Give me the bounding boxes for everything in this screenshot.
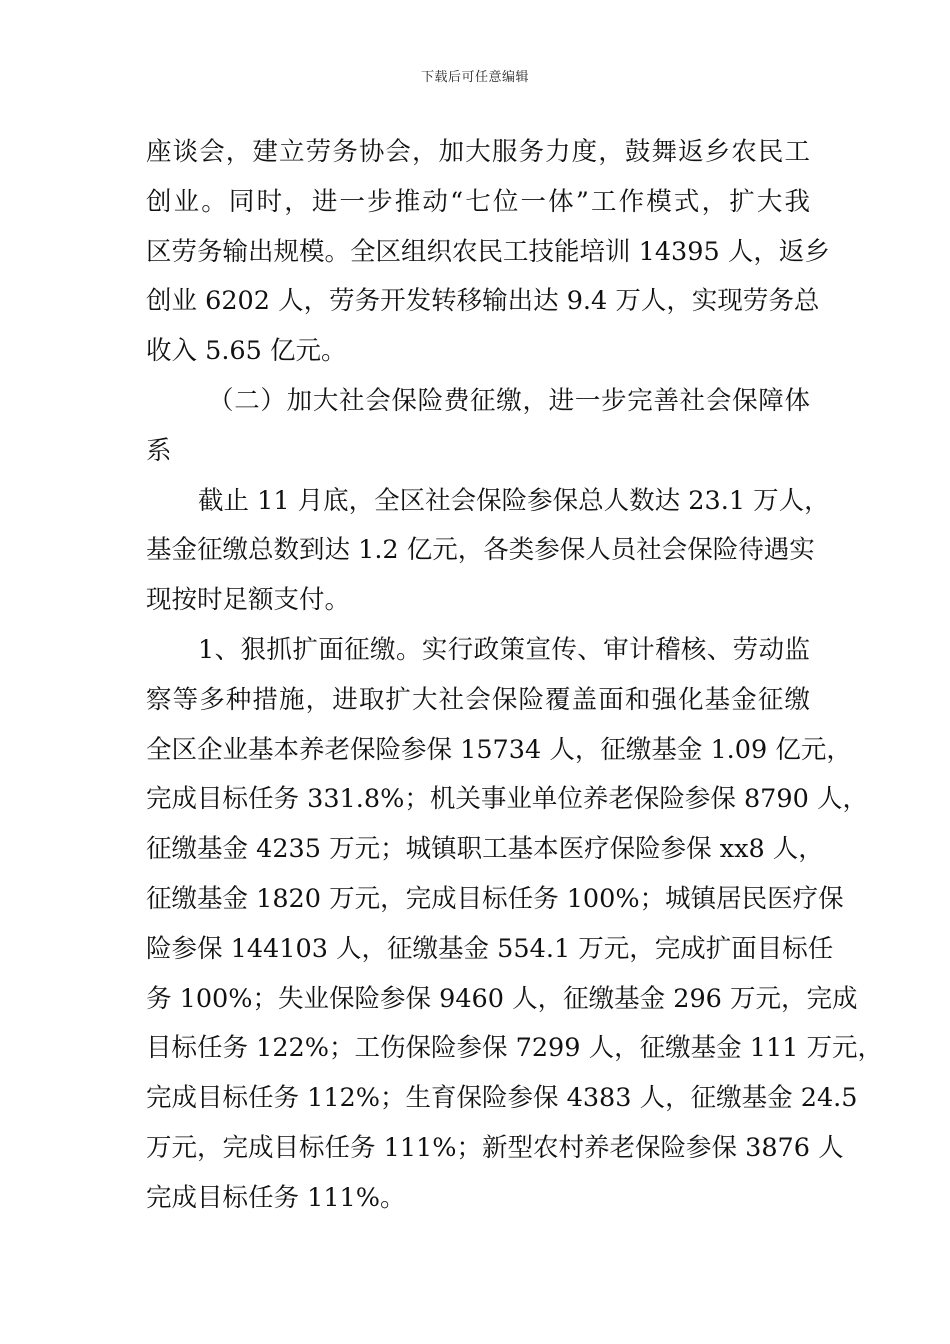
text-line: 1、狠抓扩面征缴。实行政策宣传、审计稽核、劳动监 — [198, 634, 810, 665]
text-line: 截止 11 月底，全区社会保险参保总人数达 23.1 万人， — [198, 485, 830, 516]
heading-line: 系 — [146, 435, 172, 466]
text-line: 区劳务输出规模。全区组织农民工技能培训 14395 人，返乡 — [146, 236, 830, 267]
paragraph-labor-export — [146, 128, 830, 377]
section-heading — [146, 377, 810, 477]
text-line: 目标任务 122%；工伤保险参保 7299 人，征缴基金 111 万元， — [146, 1033, 883, 1064]
text-line: 创业。同时，进一步推动“七位一体”工作模式，扩大我 — [146, 186, 810, 217]
text-line: 创业 6202 人，劳务开发转移输出达 9.4 万人，实现劳务总 — [146, 286, 820, 317]
paragraph-expansion-collection — [146, 626, 883, 1224]
text-line: 全区企业基本养老保险参保 15734 人，征缴基金 1.09 亿元， — [146, 734, 852, 765]
paragraph-insurance-summary — [146, 477, 830, 626]
text-line: 收入 5.65 亿元。 — [146, 336, 347, 367]
text-line: 征缴基金 1820 万元，完成目标任务 100%；城镇居民医疗保 — [146, 883, 844, 914]
document-body — [146, 128, 883, 1224]
text-line: 完成目标任务 331.8%；机关事业单位养老保险参保 8790 人， — [146, 784, 868, 815]
text-line: 座谈会，建立劳务协会，加大服务力度，鼓舞返乡农民工 — [146, 137, 810, 167]
text-line: 现按时足额支付。 — [146, 585, 351, 616]
page-header: 下载后可任意编辑 — [420, 70, 529, 85]
text-line: 征缴基金 4235 万元；城镇职工基本医疗保险参保 xx8 人， — [146, 834, 824, 865]
text-line: 基金征缴总数到达 1.2 亿元，各类参保人员社会保险待遇实 — [146, 535, 815, 566]
heading-line: （二）加大社会保险费征缴，进一步完善社会保障体 — [208, 385, 810, 416]
text-line: 完成目标任务 111%。 — [146, 1182, 406, 1213]
text-line: 察等多种措施，进取扩大社会保险覆盖面和强化基金征缴 — [146, 684, 810, 715]
text-line: 万元，完成目标任务 111%；新型农村养老保险参保 3876 人 — [146, 1132, 844, 1163]
text-line: 完成目标任务 112%；生育保险参保 4383 人，征缴基金 24.5 — [146, 1083, 858, 1114]
text-line: 务 100%；失业保险参保 9460 人，征缴基金 296 万元，完成 — [146, 983, 858, 1014]
text-line: 险参保 144103 人，征缴基金 554.1 万元，完成扩面目标任 — [146, 933, 834, 964]
